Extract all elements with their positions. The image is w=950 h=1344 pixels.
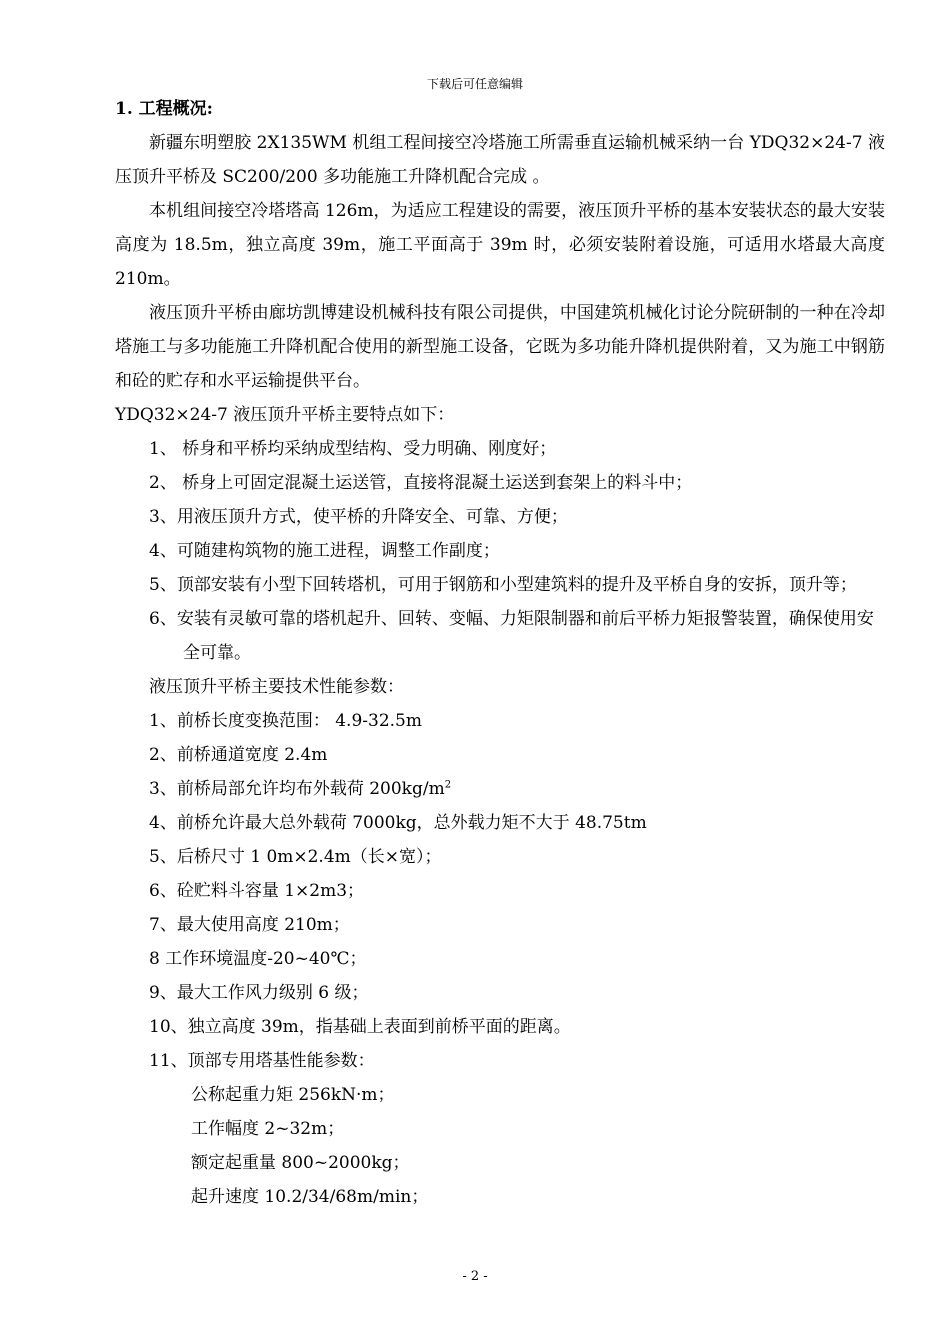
crane-param-item: 起升速度 10.2/34/68m/min； <box>191 1187 429 1207</box>
param-item: 11、顶部专用塔基性能参数： <box>149 1051 375 1071</box>
param-text: 3、前桥局部允许均布外载荷 200kg/m <box>149 779 445 799</box>
paragraph-1: 新疆东明塑胶 2X135WM 机组工程间接空冷塔施工所需垂直运输机械采纳一台 YDQ32×24-7 液压顶升平桥及 SC200/200 多功能施工升降机配合完成 。 <box>115 133 885 187</box>
page-number: - 2 - <box>462 1269 488 1284</box>
features-title: YDQ32×24-7 液压顶升平桥主要特点如下： <box>115 405 455 425</box>
crane-param-item: 公称起重力矩 256kN·m； <box>191 1085 395 1105</box>
param-item: 9、最大工作风力级别 6 级； <box>149 983 369 1003</box>
feature-item: 6、安装有灵敏可靠的塔机起升、回转、变幅、力矩限制器和前后平桥力矩报警装置，确保使用安全可靠。 <box>149 609 874 663</box>
feature-item: 5、顶部安装有小型下回转塔机，可用于钢筋和小型建筑料的提升及平桥自身的安拆，顶升等； <box>149 575 857 595</box>
param-item: 7、最大使用高度 210m； <box>149 915 350 935</box>
feature-item: 3、用液压顶升方式，使平桥的升降安全、可靠、方便； <box>149 507 568 527</box>
feature-item: 1、 桥身和平桥均采纳成型结构、受力明确、刚度好； <box>149 439 557 459</box>
feature-item: 4、可随建构筑物的施工进程，调整工作副度； <box>149 541 500 561</box>
paragraph-2: 本机组间接空冷塔塔高 126m，为适应工程建设的需要，液压顶升平桥的基本安装状态的最大安装高度为 18.5m，独立高度 39m，施工平面高于 39m 时，必须安装附着设施，可适用水塔最大高度 210m。 <box>115 201 885 289</box>
superscript: 2 <box>444 779 452 791</box>
feature-item: 2、 桥身上可固定混凝土运送管，直接将混凝土运送到套架上的料斗中； <box>149 473 693 493</box>
param-item <box>115 772 885 806</box>
param-item: 5、后桥尺寸 1 0m×2.4m（长×宽）； <box>149 847 442 867</box>
paragraph-3: 液压顶升平桥由廊坊凯博建设机械科技有限公司提供，中国建筑机械化讨论分院研制的一种在冷却塔施工与多功能施工升降机配合使用的新型施工设备，它既为多功能升降机提供附着，又为施工中钢筋和砼的贮存和水平运输提供平台。 <box>115 303 885 391</box>
param-item: 8 工作环境温度-20~40℃； <box>149 949 367 969</box>
param-item: 10、独立高度 39m，指基础上表面到前桥平面的距离。 <box>149 1017 571 1037</box>
page-header: 下载后可任意编辑 <box>426 77 523 91</box>
crane-param-item: 额定起重量 800~2000kg； <box>191 1153 410 1173</box>
params-title: 液压顶升平桥主要技术性能参数： <box>149 677 404 697</box>
param-item: 2、前桥通道宽度 2.4m <box>149 745 328 765</box>
param-item: 1、前桥长度变换范围： 4.9-32.5m <box>149 711 422 731</box>
document-body <box>115 92 885 1214</box>
crane-param-item: 工作幅度 2~32m； <box>191 1119 345 1139</box>
param-item: 4、前桥允许最大总外载荷 7000kg，总外载力矩不大于 48.75tm <box>149 813 647 833</box>
param-item: 6、砼贮料斗容量 1×2m3； <box>149 881 365 901</box>
section-heading: 1. 工程概况: <box>115 99 213 119</box>
